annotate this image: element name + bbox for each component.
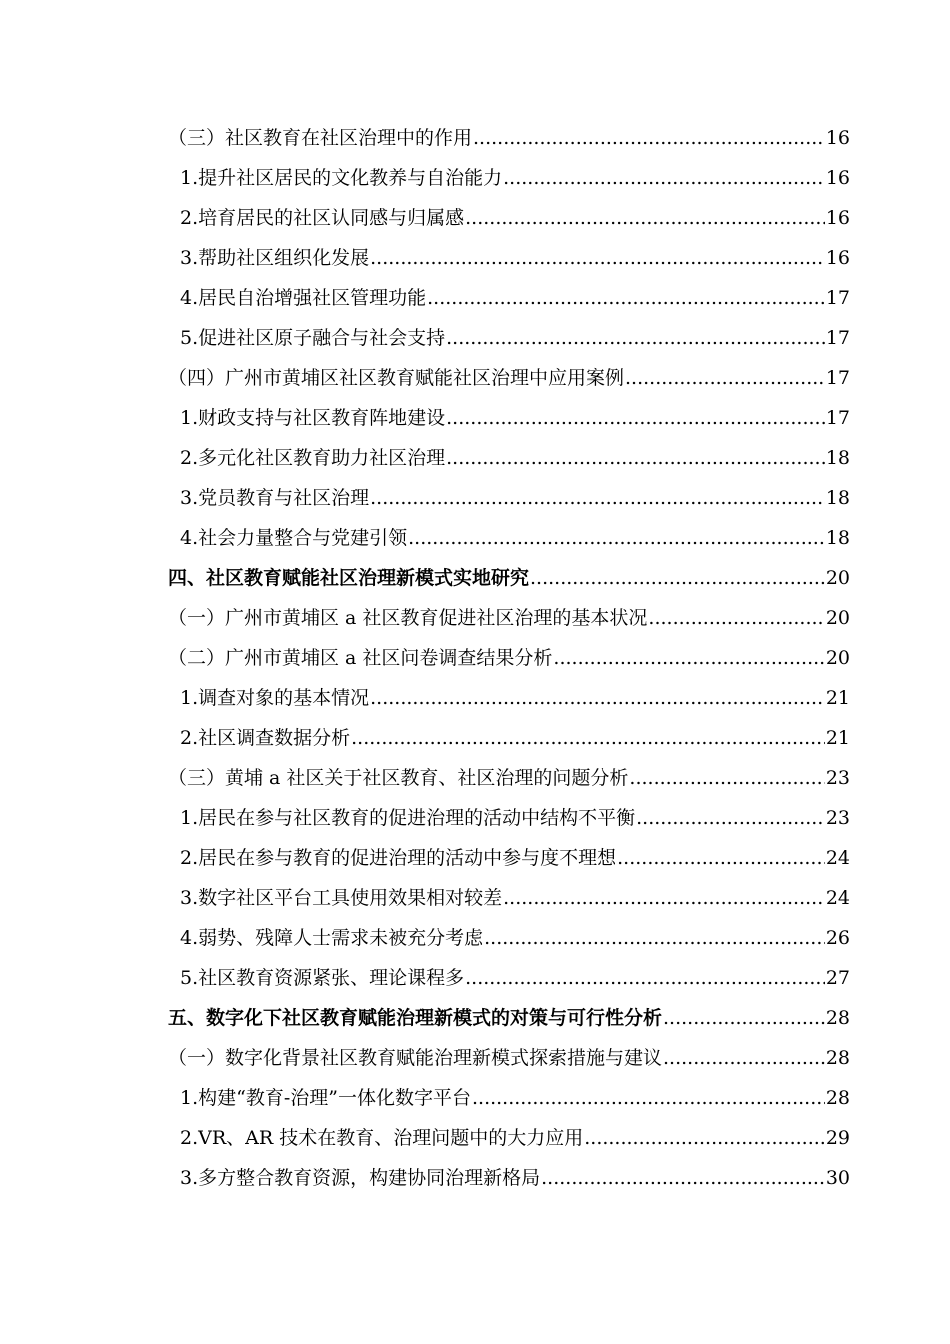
toc-entry-title: 四、社区教育赋能社区治理新模式实地研究: [168, 567, 530, 589]
toc-entry[interactable]: [168, 798, 850, 838]
toc-leader-dots: [648, 598, 824, 638]
toc-entry-title: 4.社会力量整合与党建引领: [180, 527, 408, 549]
toc-leader-dots: [484, 918, 825, 958]
toc-leader-dots: [617, 838, 825, 878]
toc-entry[interactable]: [168, 958, 850, 998]
toc-entry[interactable]: [168, 918, 850, 958]
toc-entry[interactable]: [168, 838, 850, 878]
toc-leader-dots: [446, 438, 825, 478]
toc-entry-title: 4.弱势、残障人士需求未被充分考虑: [180, 927, 484, 949]
toc-page-number: 29: [825, 1127, 850, 1149]
toc-entry-title: 5.促进社区原子融合与社会支持: [180, 327, 446, 349]
toc-entry-title: 1.提升社区居民的文化教养与自治能力: [180, 167, 503, 189]
toc-leader-dots: [541, 1158, 825, 1198]
toc-leader-dots: [473, 118, 825, 158]
toc-entry-title: 2.多元化社区教育助力社区治理: [180, 447, 446, 469]
toc-leader-dots: [530, 558, 825, 598]
toc-leader-dots: [370, 238, 825, 278]
toc-leader-dots: [503, 878, 825, 918]
toc-leader-dots: [584, 1118, 825, 1158]
toc-entry[interactable]: [168, 438, 850, 478]
toc-entry-title: （三）黄埔 a 社区关于社区教育、社区治理的问题分析: [168, 767, 629, 789]
toc-leader-dots: [351, 718, 825, 758]
toc-leader-dots: [663, 998, 825, 1038]
toc-page-number: 18: [825, 527, 850, 549]
toc-page-number: 20: [825, 567, 850, 589]
toc-leader-dots: [446, 398, 825, 438]
toc-entry[interactable]: [168, 198, 850, 238]
toc-leader-dots: [427, 278, 825, 318]
toc-entry[interactable]: [168, 1038, 850, 1078]
toc-page-number: 17: [825, 287, 850, 309]
toc-entry[interactable]: [168, 398, 850, 438]
toc-page-number: 30: [825, 1167, 850, 1189]
toc-entry[interactable]: [168, 1078, 850, 1118]
toc-page-number: 28: [825, 1047, 850, 1069]
toc-page-number: 27: [825, 967, 850, 989]
toc-leader-dots: [370, 478, 825, 518]
toc-page-number: 20: [825, 647, 850, 669]
toc-entry[interactable]: [168, 318, 850, 358]
toc-chapter-entry[interactable]: [168, 998, 850, 1038]
toc-leader-dots: [370, 678, 825, 718]
toc-page-number: 18: [825, 447, 850, 469]
toc-entry-title: 1.财政支持与社区教育阵地建设: [180, 407, 446, 429]
toc-entry-title: 3.数字社区平台工具使用效果相对较差: [180, 887, 503, 909]
toc-leader-dots: [465, 198, 825, 238]
toc-leader-dots: [408, 518, 825, 558]
toc-entry[interactable]: [168, 118, 850, 158]
toc-leader-dots: [629, 758, 824, 798]
toc-entry-title: （一）广州市黄埔区 a 社区教育促进社区治理的基本状况: [168, 607, 648, 629]
toc-page-number: 17: [825, 367, 850, 389]
toc-page-number: 23: [825, 807, 850, 829]
toc-page-number: 18: [825, 487, 850, 509]
toc-page-number: 28: [825, 1087, 850, 1109]
toc-page-number: 23: [825, 767, 850, 789]
toc-entry-title: （二）广州市黄埔区 a 社区问卷调查结果分析: [168, 647, 553, 669]
toc-page-number: 16: [825, 247, 850, 269]
toc-page-number: 26: [825, 927, 850, 949]
toc-page-number: 17: [825, 407, 850, 429]
toc-entry-title: 五、数字化下社区教育赋能治理新模式的对策与可行性分析: [168, 1007, 663, 1029]
toc-leader-dots: [503, 158, 825, 198]
toc-entry[interactable]: [168, 238, 850, 278]
toc-leader-dots: [553, 638, 824, 678]
toc-entry-title: 1.调查对象的基本情况: [180, 687, 370, 709]
table-of-contents: [168, 118, 850, 1198]
toc-entry[interactable]: [168, 1118, 850, 1158]
toc-page-number: 16: [825, 207, 850, 229]
toc-entry-title: 4.居民自治增强社区管理功能: [180, 287, 427, 309]
toc-entry-title: （四）广州市黄埔区社区教育赋能社区治理中应用案例: [168, 367, 625, 389]
toc-entry-title: 1.居民在参与社区教育的促进治理的活动中结构不平衡: [180, 807, 636, 829]
toc-entry[interactable]: [168, 758, 850, 798]
toc-page-number: 28: [825, 1007, 850, 1029]
toc-entry[interactable]: [168, 718, 850, 758]
toc-entry-title: （一）数字化背景社区教育赋能治理新模式探索措施与建议: [168, 1047, 663, 1069]
toc-entry-title: 2.培育居民的社区认同感与归属感: [180, 207, 465, 229]
toc-page-number: 17: [825, 327, 850, 349]
toc-leader-dots: [465, 958, 825, 998]
toc-page-number: 16: [825, 127, 850, 149]
toc-leader-dots: [625, 358, 825, 398]
toc-leader-dots: [472, 1078, 825, 1118]
toc-entry[interactable]: [168, 598, 850, 638]
toc-page-number: 21: [825, 727, 850, 749]
toc-entry-title: （三）社区教育在社区治理中的作用: [168, 127, 473, 149]
toc-page-number: 16: [825, 167, 850, 189]
toc-entry-title: 3.党员教育与社区治理: [180, 487, 370, 509]
toc-page-number: 24: [825, 847, 850, 869]
toc-entry-title: 3.帮助社区组织化发展: [180, 247, 370, 269]
toc-leader-dots: [446, 318, 825, 358]
toc-entry-title: 2.居民在参与教育的促进治理的活动中参与度不理想: [180, 847, 617, 869]
toc-entry-title: 2.VR、AR 技术在教育、治理问题中的大力应用: [180, 1127, 584, 1149]
toc-page-number: 24: [825, 887, 850, 909]
toc-entry-title: 1.构建“教育-治理”一体化数字平台: [180, 1087, 471, 1109]
toc-entry[interactable]: [168, 478, 850, 518]
toc-entry[interactable]: [168, 878, 850, 918]
toc-entry[interactable]: [168, 278, 850, 318]
toc-page-number: 21: [825, 687, 850, 709]
toc-entry[interactable]: [168, 678, 850, 718]
toc-entry[interactable]: [168, 638, 850, 678]
toc-entry[interactable]: [168, 358, 850, 398]
toc-entry-title: 2.社区调查数据分析: [180, 727, 351, 749]
toc-entry[interactable]: [168, 158, 850, 198]
toc-entry-title: 3.多方整合教育资源，构建协同治理新格局: [180, 1167, 541, 1189]
toc-chapter-entry[interactable]: [168, 558, 850, 598]
toc-leader-dots: [636, 798, 825, 838]
toc-entry[interactable]: [168, 518, 850, 558]
toc-entry-title: 5.社区教育资源紧张、理论课程多: [180, 967, 465, 989]
toc-leader-dots: [663, 1038, 825, 1078]
toc-entry[interactable]: [168, 1158, 850, 1198]
toc-page-number: 20: [825, 607, 850, 629]
